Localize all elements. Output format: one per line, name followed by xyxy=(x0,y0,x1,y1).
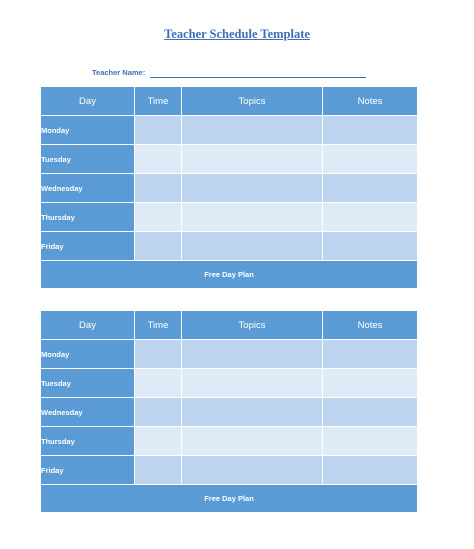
day-label: Friday xyxy=(41,232,135,261)
table-row xyxy=(41,145,418,174)
notes-cell[interactable] xyxy=(323,203,418,232)
topics-cell[interactable] xyxy=(182,232,323,261)
table-row xyxy=(41,427,418,456)
topics-cell[interactable] xyxy=(182,174,323,203)
free-day-plan[interactable]: Free Day Plan xyxy=(41,261,418,289)
header-time: Time xyxy=(135,311,182,340)
header-row xyxy=(41,87,418,116)
table-row xyxy=(41,116,418,145)
schedule-table-2 xyxy=(40,310,418,513)
table-row xyxy=(41,232,418,261)
page-title: Teacher Schedule Template xyxy=(164,27,310,41)
notes-cell[interactable] xyxy=(323,340,418,369)
day-label: Tuesday xyxy=(41,145,135,174)
time-cell[interactable] xyxy=(135,398,182,427)
day-label: Monday xyxy=(41,116,135,145)
notes-cell[interactable] xyxy=(323,116,418,145)
header-topics: Topics xyxy=(182,87,323,116)
day-label: Wednesday xyxy=(41,174,135,203)
topics-cell[interactable] xyxy=(182,203,323,232)
header-topics: Topics xyxy=(182,311,323,340)
header-day: Day xyxy=(41,87,135,116)
day-label: Monday xyxy=(41,340,135,369)
topics-cell[interactable] xyxy=(182,340,323,369)
header-day: Day xyxy=(41,311,135,340)
header-notes: Notes xyxy=(323,87,418,116)
header-notes: Notes xyxy=(323,311,418,340)
time-cell[interactable] xyxy=(135,203,182,232)
day-label: Wednesday xyxy=(41,398,135,427)
time-cell[interactable] xyxy=(135,369,182,398)
teacher-name-field[interactable] xyxy=(150,77,366,78)
table-row xyxy=(41,398,418,427)
topics-cell[interactable] xyxy=(182,398,323,427)
notes-cell[interactable] xyxy=(323,369,418,398)
table-row xyxy=(41,203,418,232)
table-row xyxy=(41,174,418,203)
notes-cell[interactable] xyxy=(323,398,418,427)
time-cell[interactable] xyxy=(135,427,182,456)
time-cell[interactable] xyxy=(135,174,182,203)
time-cell[interactable] xyxy=(135,145,182,174)
free-day-plan[interactable]: Free Day Plan xyxy=(41,485,418,513)
day-label: Thursday xyxy=(41,203,135,232)
notes-cell[interactable] xyxy=(323,174,418,203)
day-label: Friday xyxy=(41,456,135,485)
day-label: Tuesday xyxy=(41,369,135,398)
topics-cell[interactable] xyxy=(182,456,323,485)
table-row xyxy=(41,340,418,369)
topics-cell[interactable] xyxy=(182,116,323,145)
notes-cell[interactable] xyxy=(323,456,418,485)
time-cell[interactable] xyxy=(135,340,182,369)
notes-cell[interactable] xyxy=(323,145,418,174)
time-cell[interactable] xyxy=(135,116,182,145)
topics-cell[interactable] xyxy=(182,369,323,398)
notes-cell[interactable] xyxy=(323,427,418,456)
footer-row xyxy=(41,485,418,513)
topics-cell[interactable] xyxy=(182,427,323,456)
day-label: Thursday xyxy=(41,427,135,456)
table-row xyxy=(41,369,418,398)
teacher-name-label: Teacher Name: xyxy=(92,68,146,77)
footer-row xyxy=(41,261,418,289)
header-row xyxy=(41,311,418,340)
schedule-table-1 xyxy=(40,86,418,289)
time-cell[interactable] xyxy=(135,456,182,485)
table-row xyxy=(41,456,418,485)
header-time: Time xyxy=(135,87,182,116)
time-cell[interactable] xyxy=(135,232,182,261)
topics-cell[interactable] xyxy=(182,145,323,174)
notes-cell[interactable] xyxy=(323,232,418,261)
